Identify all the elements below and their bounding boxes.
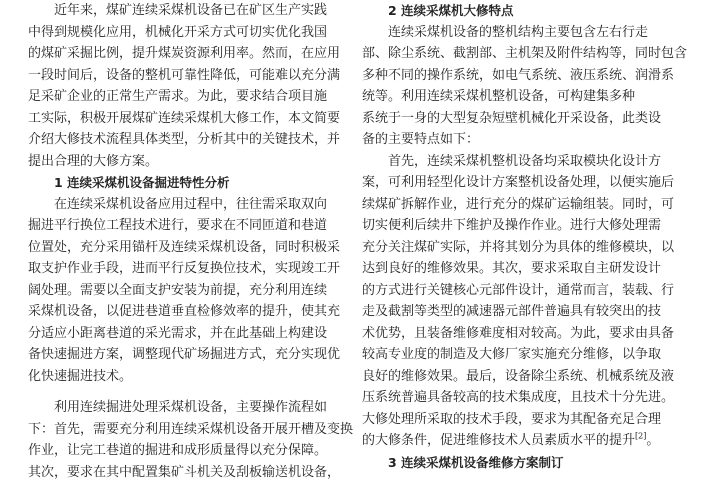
text-line: 掘进平行换位工程技术进行，要求在不同匝道和巷道 <box>28 218 328 233</box>
text-line: 备的主要特点如下： <box>362 132 480 147</box>
text-line: 续煤矿拆解作业，进行充分的煤矿运输组装。同时，可 <box>362 196 675 212</box>
text-line-end: 。 <box>646 433 660 448</box>
text-line: 连续采煤机设备的整机结构主要包含左右行走 <box>388 24 649 40</box>
text-line: 首先，连续采煤机整机设备均采取模块化设计方 <box>388 153 662 169</box>
text-line: 走及截割等类型的减速器元部件普遍具有较突出的技 <box>362 304 662 319</box>
text-line: 提出合理的大修方案。 <box>28 153 159 169</box>
text-line: 足采矿企业的正常生产需求。为此，要求结合项目施 <box>28 89 328 104</box>
left-column <box>28 0 354 483</box>
text-line: 在连续采煤机设备应用过程中，往往需采取双向 <box>54 196 328 212</box>
text-line: 介绍大修技术流程具体类型，分析其中的关键技术，并 <box>28 132 341 147</box>
text-line: 一段时间后，设备的整机可靠性降低，可能难以充分满 <box>28 67 341 83</box>
section1-paragraph <box>28 194 348 388</box>
text-line: 较高专业度的制造及大修厂家实施充分维修，以争取 <box>362 347 662 362</box>
section2-paragraph-2 <box>362 151 682 452</box>
text-line: 大修处理所采取的技术手段，要求为其配备充足合理 <box>362 411 662 427</box>
section-heading-1: 1 连续采煤机设备掘进特性分析 <box>54 175 230 190</box>
text-line: 压系统普遍具备较高的技术集成度，且技术十分先进。 <box>362 390 675 405</box>
text-line: 达到良好的维修效果。其次，要求采取自主研发设计 <box>362 261 662 276</box>
text-line: 术优势，且装备维修难度相对较高。为此，要求由具备 <box>362 325 675 341</box>
text-line-body: 的大修条件，促进维修技术人员素质水平的提升 <box>362 433 636 448</box>
text-line: 充分关注煤矿实际，并将其划分为具体的维修模块，以 <box>362 239 675 255</box>
text-line: 工实际，积极开展煤矿连续采煤机大修工作，本文简要 <box>28 110 341 126</box>
section-heading-2: 2 连续采煤机大修特点 <box>388 3 514 18</box>
text-line: 中得到规模化应用，机械化开采方式可切实优化我国 <box>28 24 328 40</box>
text-line: 化快速掘进技术。 <box>28 368 133 384</box>
intro-paragraph <box>28 0 348 172</box>
text-line: 案，可利用轻型化设计方案整机设备处理，以便实施后 <box>362 175 675 190</box>
text-line: 备快速掘进方案，调整现代矿场掘进方式，充分实现优 <box>28 347 341 362</box>
text-line: 统等。利用连续采煤机整机设备，可构建集多种 <box>362 89 636 104</box>
text-line: 分适应小距离巷道的采光需求，并在此基础上构建设 <box>28 325 328 341</box>
text-line: 的方式进行关键核心元部件设计，通常而言，装载、行 <box>362 282 675 298</box>
text-line: 切实便利后续井下维护及操作作业。进行大修处理需 <box>362 218 662 233</box>
text-line: 部、除尘系统、截割部、主机架及附件结构等，同时包含 <box>362 46 688 61</box>
section-heading-3: 3 连续采煤机设备维修方案制订 <box>388 454 564 470</box>
text-line: 近年来，煤矿连续采煤机设备已在矿区生产实践 <box>54 3 328 18</box>
text-line: 下：首先，需要充分利用连续采煤机设备开展开槽及变换 <box>28 421 354 437</box>
text-line: 多种不同的操作系统，如电气系统、液压系统、润滑系 <box>362 67 675 83</box>
text-line: 系统于一身的大型复杂短壁机械化开采设备，此类设 <box>362 110 662 126</box>
text-line: 良好的维修效果。最后，设备除尘系统、机械系统及液 <box>362 368 675 384</box>
text-line: 作业，让完工巷道的掘进和成形质量得以充分保障。 <box>28 443 328 458</box>
text-line: 阔处理。需要以全面支护安装为前提，充分利用连续 <box>28 282 328 298</box>
text-line: 其次，要求在其中配置集矿斗机关及刮板输送机设备， <box>28 464 341 480</box>
text-line: 利用连续掘进处理采煤机设备，主要操作流程如 <box>54 400 328 415</box>
section2-paragraph <box>362 22 688 151</box>
text-line: 位置处，充分采用锚杆及连续采煤机设备，同时积极采 <box>28 239 341 255</box>
citation-ref: [2] <box>635 431 647 441</box>
section1-paragraph-2 <box>28 397 354 483</box>
text-line: 的煤矿采掘比例，提升煤炭资源利用率。然而，在应用 <box>28 46 341 61</box>
text-line <box>362 430 682 452</box>
right-column <box>362 0 688 473</box>
text-line: 采煤机设备，以促进巷道垂直检修效率的提升，使其充 <box>28 304 341 319</box>
text-line: 取支护作业手段，进而平行反复换位技术，实现竣工开 <box>28 261 341 276</box>
